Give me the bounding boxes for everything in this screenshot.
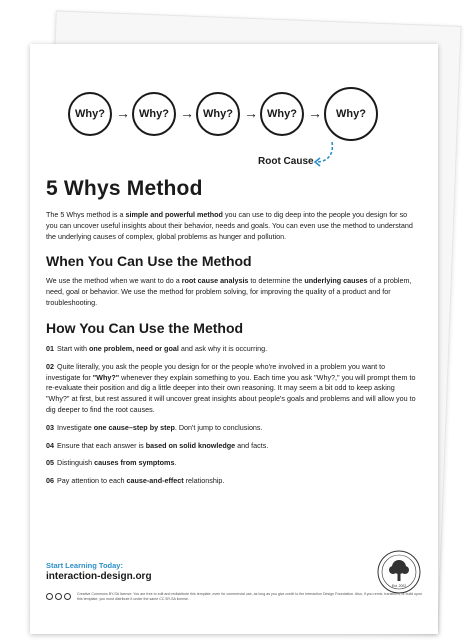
intro-highlight: simple and powerful method (125, 210, 223, 219)
arrow-right-icon: → (308, 105, 322, 121)
list-item (46, 476, 418, 487)
list-item (46, 441, 418, 452)
step-text: and ask why it is occurring. (178, 344, 268, 353)
page-title: 5 Whys Method (46, 177, 203, 200)
why-node-4: Why? (260, 92, 304, 136)
step-text: Ensure that each answer is (57, 440, 146, 450)
step-text: whenever they explain something to you. Each time you ask "Why?," you will prompt them to re-evaluate their position and dig a little deeper into their own reasoning. It may seem a bit odd to keep asking "Why?" at first, but rest assured it will uncover great insights about people's goals and problems and will allow you to dig deeper to find the root causes. (46, 372, 416, 414)
five-whys-diagram (68, 92, 398, 142)
when-text: of a problem, need, goal or behavior. We use the method for problem solving, for improving the quality of a product and for troubleshooting. (46, 276, 412, 307)
intro-text: you can use to dig deep into the people you design for so you can uncover useful insights about their behavior, needs and goals. You can even use the method to understand the underlying causes of complex, global problems as hunger and pollution. (46, 210, 413, 241)
step-text: relationship. (183, 476, 225, 486)
section-heading-how: How You Can Use the Method (46, 320, 244, 336)
list-item (46, 458, 418, 469)
template-sheet (30, 44, 438, 634)
step-number: 06 (46, 476, 54, 486)
when-paragraph (46, 276, 418, 308)
why-node-2: Why? (132, 92, 176, 136)
website-link[interactable]: interaction-design.org (46, 571, 152, 582)
step-text: Start with (57, 344, 89, 353)
list-item (46, 344, 418, 355)
arrow-right-icon: → (244, 105, 258, 121)
creative-commons-icon (46, 593, 71, 600)
when-highlight: underlying causes (304, 276, 368, 285)
foundation-seal-logo (376, 549, 422, 595)
step-number: 05 (46, 458, 54, 468)
root-cause-label: Root Cause (258, 156, 314, 167)
why-node-1: Why? (68, 92, 112, 136)
why-node-5: Why? (324, 87, 378, 141)
step-highlight: one cause–step by step (93, 422, 175, 432)
step-text: Investigate (57, 422, 94, 432)
arrow-right-icon: → (116, 105, 130, 121)
license-row (46, 592, 424, 601)
step-highlight: cause-and-effect (126, 476, 184, 486)
step-highlight: based on solid knowledge (145, 440, 236, 450)
step-text: Quite literally, you ask the people you design for or the people who're involved in a problem you want to investigate for (46, 361, 386, 382)
seal-text: Est. 2002 (391, 584, 407, 588)
start-learning-label: Start Learning Today: (46, 561, 123, 570)
license-text: Creative Commons BY-SA license: You are free to edit and redistribute this template, even for commercial use, as long as you give credit to the Interaction Design Foundation. Also, if you remix, transform, or build upon this template, you must distribute it under the same CC BY-SA license. (77, 592, 423, 601)
why-node-3: Why? (196, 92, 240, 136)
step-text: . Don't jump to conclusions. (174, 422, 263, 432)
arrow-right-icon: → (180, 105, 194, 121)
list-item (46, 423, 418, 434)
step-number: 04 (46, 440, 54, 450)
step-highlight: "Why?" (92, 372, 120, 382)
step-number: 03 (46, 422, 54, 432)
step-number: 01 (46, 344, 54, 353)
step-text: Pay attention to each (57, 476, 127, 486)
step-text: Distinguish (57, 458, 95, 468)
when-text: We use the method when we want to do a (46, 276, 182, 285)
step-highlight: one problem, need or goal (88, 344, 179, 353)
step-highlight: causes from symptoms (94, 458, 175, 468)
step-number: 02 (46, 361, 54, 371)
when-text: to determine the (248, 276, 305, 285)
section-heading-when: When You Can Use the Method (46, 253, 252, 269)
list-item (46, 362, 418, 416)
root-cause-arrow-icon (312, 140, 342, 168)
intro-paragraph (46, 210, 416, 242)
step-text: and facts. (235, 440, 269, 450)
step-text: . (174, 458, 177, 468)
steps-list (46, 344, 418, 494)
intro-text: The 5 Whys method is a (46, 210, 126, 219)
when-highlight: root cause analysis (181, 276, 249, 285)
